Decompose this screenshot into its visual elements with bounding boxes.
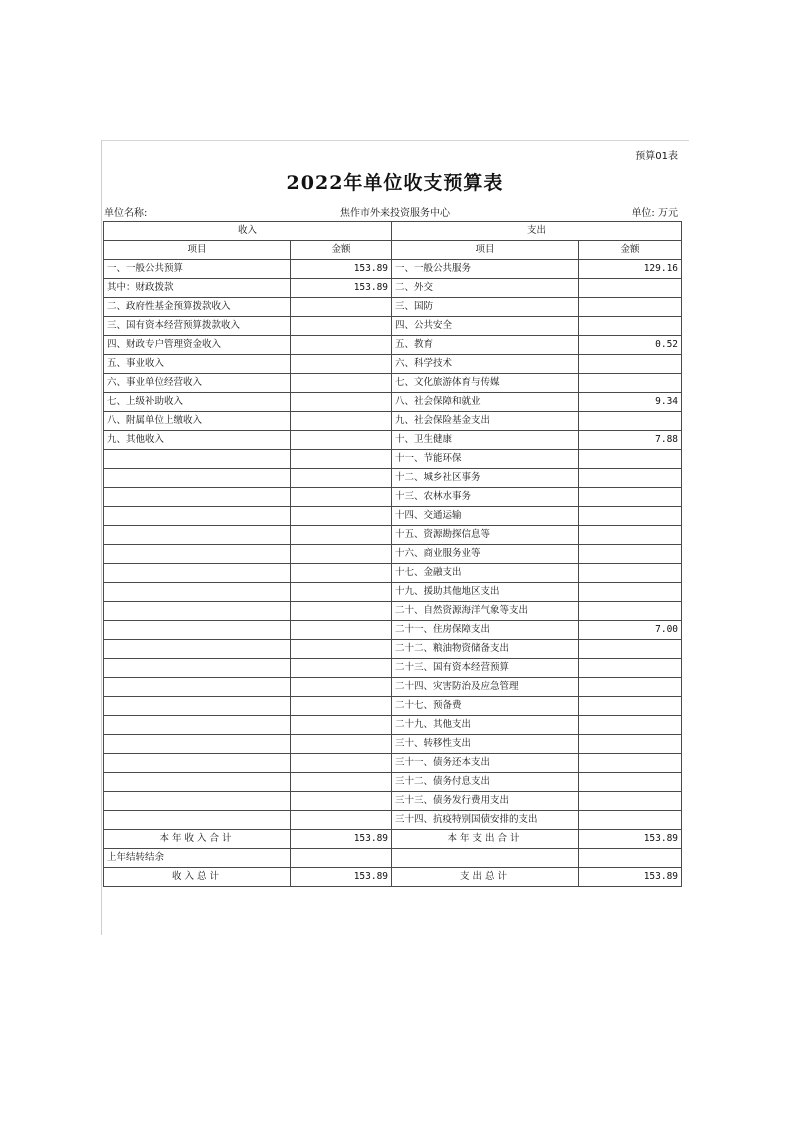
expense-item-cell: 六、科学技术 (392, 355, 579, 374)
expense-item-cell: 二十四、灾害防治及应急管理 (392, 678, 579, 697)
table-row (104, 469, 682, 488)
expense-item-cell: 十九、援助其他地区支出 (392, 583, 579, 602)
income-amount-cell (291, 526, 392, 545)
expense-amount-cell (579, 450, 682, 469)
table-row (104, 317, 682, 336)
income-amount-cell (291, 697, 392, 716)
expense-item-cell: 二、外交 (392, 279, 579, 298)
income-item-cell: 二、政府性基金预算拨款收入 (104, 298, 291, 317)
carryover-label: 上年结转结余 (104, 849, 291, 868)
table-row (104, 545, 682, 564)
table-row (104, 640, 682, 659)
income-item-cell (104, 773, 291, 792)
table-row (104, 450, 682, 469)
income-amount-cell (291, 659, 392, 678)
income-amount-cell (291, 792, 392, 811)
expense-amount-header: 金额 (579, 241, 682, 260)
income-item-cell (104, 754, 291, 773)
table-row (104, 678, 682, 697)
income-amount-cell (291, 545, 392, 564)
income-amount-cell (291, 621, 392, 640)
income-item-cell (104, 811, 291, 830)
expense-amount-cell (579, 754, 682, 773)
income-item-cell: 其中：财政拨款 (104, 279, 291, 298)
expense-amount-cell (579, 545, 682, 564)
expense-amount-cell (579, 697, 682, 716)
income-amount-cell (291, 811, 392, 830)
income-item-cell (104, 602, 291, 621)
expense-amount-cell (579, 507, 682, 526)
expense-item-cell: 三十、转移性支出 (392, 735, 579, 754)
carryover-amount (291, 849, 392, 868)
income-item-cell (104, 735, 291, 754)
income-item-cell: 五、事业收入 (104, 355, 291, 374)
expense-amount-cell (579, 355, 682, 374)
income-amount-cell (291, 564, 392, 583)
expense-amount-cell (579, 488, 682, 507)
income-amount-cell (291, 735, 392, 754)
expense-item-cell: 一、一般公共服务 (392, 260, 579, 279)
table-row (104, 507, 682, 526)
expense-amount-cell (579, 716, 682, 735)
unit-label: 单位: 万元 (631, 208, 678, 219)
expense-amount-cell (579, 298, 682, 317)
expense-amount-cell (579, 792, 682, 811)
column-header-row (104, 241, 682, 260)
table-row (104, 336, 682, 355)
unit-name-label: 单位名称: (104, 208, 148, 219)
expense-item-cell: 十六、商业服务业等 (392, 545, 579, 564)
total-expense-label: 支出总计 (392, 868, 579, 887)
income-amount-header: 金额 (291, 241, 392, 260)
expense-item-cell: 三十二、债务付息支出 (392, 773, 579, 792)
expense-amount-cell: 7.00 (579, 621, 682, 640)
expense-amount-cell (579, 317, 682, 336)
year-income-amount: 153.89 (291, 830, 392, 849)
income-amount-cell (291, 374, 392, 393)
expense-amount-cell (579, 773, 682, 792)
carryover-expense-amount (579, 849, 682, 868)
income-item-cell (104, 659, 291, 678)
year-expense-label: 本年支出合计 (392, 830, 579, 849)
totals-section (104, 830, 682, 887)
sheet-top-edge (101, 140, 689, 141)
year-income-label: 本年收入合计 (104, 830, 291, 849)
expense-item-cell: 二十二、粮油物资储备支出 (392, 640, 579, 659)
unit-name: 焦作市外来投资服务中心 (340, 208, 450, 219)
income-item-cell: 九、其他收入 (104, 431, 291, 450)
expense-item-cell: 三十一、债务还本支出 (392, 754, 579, 773)
table-row (104, 564, 682, 583)
expense-item-cell: 八、社会保障和就业 (392, 393, 579, 412)
income-amount-cell (291, 678, 392, 697)
expense-item-cell: 十七、金融支出 (392, 564, 579, 583)
expense-amount-cell (579, 374, 682, 393)
carryover-expense-item (392, 849, 579, 868)
income-item-cell (104, 545, 291, 564)
income-amount-cell (291, 583, 392, 602)
income-amount-cell (291, 716, 392, 735)
expense-amount-cell (579, 583, 682, 602)
expense-item-cell: 三、国防 (392, 298, 579, 317)
expense-amount-cell: 7.88 (579, 431, 682, 450)
income-amount-cell (291, 412, 392, 431)
expense-amount-cell (579, 279, 682, 298)
income-item-cell (104, 526, 291, 545)
table-row (104, 697, 682, 716)
expense-amount-cell (579, 678, 682, 697)
income-amount-cell (291, 754, 392, 773)
income-item-cell (104, 450, 291, 469)
expense-item-cell: 七、文化旅游体育与传媒 (392, 374, 579, 393)
expense-item-cell: 十一、节能环保 (392, 450, 579, 469)
income-amount-cell (291, 393, 392, 412)
income-amount-cell (291, 488, 392, 507)
table-row (104, 735, 682, 754)
income-item-cell (104, 678, 291, 697)
expense-section-header: 支出 (392, 222, 682, 241)
income-amount-cell (291, 640, 392, 659)
expense-amount-cell (579, 564, 682, 583)
carryover-row (104, 849, 682, 868)
table-row (104, 412, 682, 431)
income-item-cell (104, 621, 291, 640)
form-code: 预算01表 (635, 151, 678, 162)
table-row (104, 754, 682, 773)
expense-item-cell: 十、卫生健康 (392, 431, 579, 450)
table-row (104, 621, 682, 640)
table-row (104, 488, 682, 507)
income-item-cell: 一、一般公共预算 (104, 260, 291, 279)
expense-amount-cell (579, 526, 682, 545)
total-expense-amount: 153.89 (579, 868, 682, 887)
expense-amount-cell (579, 602, 682, 621)
table-row (104, 773, 682, 792)
income-item-cell (104, 469, 291, 488)
table-row (104, 374, 682, 393)
expense-amount-cell (579, 469, 682, 488)
expense-amount-cell (579, 412, 682, 431)
income-item-cell: 七、上级补助收入 (104, 393, 291, 412)
income-amount-cell: 153.89 (291, 279, 392, 298)
year-expense-amount: 153.89 (579, 830, 682, 849)
expense-amount-cell: 129.16 (579, 260, 682, 279)
income-item-cell: 三、国有资本经营预算拨款收入 (104, 317, 291, 336)
expense-item-cell: 三十三、债务发行费用支出 (392, 792, 579, 811)
table-row (104, 260, 682, 279)
sheet-left-edge (101, 140, 102, 935)
income-item-cell: 四、财政专户管理资金收入 (104, 336, 291, 355)
income-item-header: 项目 (104, 241, 291, 260)
table-row (104, 393, 682, 412)
expense-item-header: 项目 (392, 241, 579, 260)
table-row (104, 716, 682, 735)
income-amount-cell (291, 298, 392, 317)
table-row (104, 583, 682, 602)
income-amount-cell (291, 450, 392, 469)
budget-table (103, 221, 682, 887)
expense-amount-cell: 9.34 (579, 393, 682, 412)
income-item-cell (104, 716, 291, 735)
expense-item-cell: 十三、农林水事务 (392, 488, 579, 507)
year-total-row (104, 830, 682, 849)
table-row (104, 298, 682, 317)
expense-item-cell: 十二、城乡社区事务 (392, 469, 579, 488)
income-amount-cell (291, 773, 392, 792)
income-amount-cell (291, 507, 392, 526)
table-row (104, 659, 682, 678)
expense-item-cell: 九、社会保险基金支出 (392, 412, 579, 431)
expense-amount-cell (579, 659, 682, 678)
income-item-cell (104, 640, 291, 659)
expense-item-cell: 二十九、其他支出 (392, 716, 579, 735)
expense-item-cell: 二十、自然资源海洋气象等支出 (392, 602, 579, 621)
income-amount-cell (291, 355, 392, 374)
income-amount-cell (291, 602, 392, 621)
table-row (104, 431, 682, 450)
table-row (104, 279, 682, 298)
expense-item-cell: 二十三、国有资本经营预算 (392, 659, 579, 678)
expense-item-cell: 二十一、住房保障支出 (392, 621, 579, 640)
income-item-cell (104, 564, 291, 583)
income-item-cell (104, 792, 291, 811)
table-row (104, 355, 682, 374)
budget-table-body (104, 222, 682, 830)
income-section-header: 收入 (104, 222, 392, 241)
expense-item-cell: 五、教育 (392, 336, 579, 355)
total-income-amount: 153.89 (291, 868, 392, 887)
table-row (104, 602, 682, 621)
grand-total-row (104, 868, 682, 887)
expense-item-cell: 三十四、抗疫特别国债安排的支出 (392, 811, 579, 830)
page-title: 2022年单位收支预算表 (286, 172, 504, 194)
income-amount-cell: 153.89 (291, 260, 392, 279)
expense-amount-cell (579, 811, 682, 830)
table-row (104, 792, 682, 811)
income-item-cell (104, 697, 291, 716)
expense-item-cell: 二十七、预备费 (392, 697, 579, 716)
income-amount-cell (291, 431, 392, 450)
expense-item-cell: 十四、交通运输 (392, 507, 579, 526)
income-item-cell (104, 488, 291, 507)
expense-amount-cell (579, 640, 682, 659)
income-item-cell (104, 583, 291, 602)
income-amount-cell (291, 317, 392, 336)
expense-amount-cell: 0.52 (579, 336, 682, 355)
income-amount-cell (291, 469, 392, 488)
income-amount-cell (291, 336, 392, 355)
table-row (104, 526, 682, 545)
table-row (104, 811, 682, 830)
income-item-cell: 六、事业单位经营收入 (104, 374, 291, 393)
expense-item-cell: 十五、资源勘探信息等 (392, 526, 579, 545)
section-header-row (104, 222, 682, 241)
total-income-label: 收入总计 (104, 868, 291, 887)
expense-item-cell: 四、公共安全 (392, 317, 579, 336)
expense-amount-cell (579, 735, 682, 754)
income-item-cell: 八、附属单位上缴收入 (104, 412, 291, 431)
income-item-cell (104, 507, 291, 526)
